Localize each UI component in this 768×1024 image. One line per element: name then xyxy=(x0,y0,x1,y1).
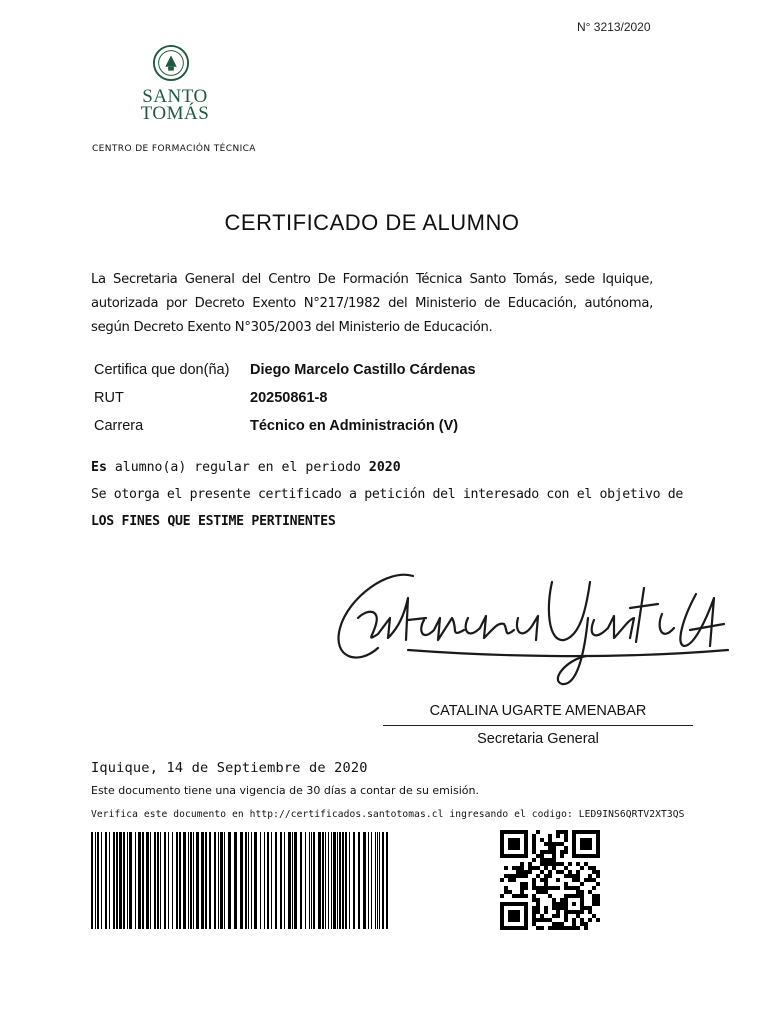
logo-wordmark xyxy=(135,88,215,122)
signer-name: CATALINA UGARTE AMENABAR xyxy=(429,703,647,719)
seal-icon xyxy=(152,44,190,82)
qr-code-icon xyxy=(500,830,600,930)
purpose-value: LOS FINES QUE ESTIME PERTINENTES xyxy=(91,514,336,529)
status-line xyxy=(91,460,401,475)
detail-label: RUT xyxy=(94,390,124,406)
intro-paragraph: La Secretaria General del Centro De Formación Técnica Santo Tomás, sede Iquique, autorizada por Decreto Exento N°217/1982 del Ministerio de Educación, autónoma, según Decreto Exento N°305/2003 del Ministerio de Educación. xyxy=(91,272,653,335)
status-prefix: Es xyxy=(91,460,107,475)
student-career: Técnico en Administración (V) xyxy=(250,418,459,434)
status-text: alumno(a) regular en el periodo xyxy=(106,460,369,475)
table-row xyxy=(91,356,476,384)
table-row xyxy=(91,412,476,440)
barcode-icon xyxy=(91,832,389,929)
detail-label: Carrera xyxy=(94,418,144,434)
logo-name-line1: SANTO xyxy=(142,86,208,107)
student-details-table xyxy=(91,356,476,440)
signature-line xyxy=(383,725,693,726)
detail-label: Certifica que don(ña) xyxy=(94,362,230,378)
student-rut: 20250861-8 xyxy=(250,390,328,406)
document-title: CERTIFICADO DE ALUMNO xyxy=(224,210,520,235)
signature-text: Catalina Ugarte A xyxy=(318,558,326,559)
document-number: N° 3213/2020 xyxy=(577,20,651,34)
logo-name-line2: TOMÁS xyxy=(140,103,210,124)
signer-role: Secretaria General xyxy=(477,731,599,747)
table-row xyxy=(91,384,476,412)
purpose-line: Se otorga el presente certificado a petición del interesado con el objetivo de xyxy=(91,487,683,502)
logo-subtitle: CENTRO DE FORMACIÓN TÉCNICA xyxy=(92,144,256,154)
student-name: Diego Marcelo Castillo Cárdenas xyxy=(250,362,476,378)
handwritten-signature xyxy=(318,558,742,688)
verification-note: Verifica este documento en http://certificados.santotomas.cl ingresando el codigo: LED9INS6QRTV2XT3QS xyxy=(91,809,685,820)
status-period: 2020 xyxy=(368,460,401,475)
validity-note: Este documento tiene una vigencia de 30 días a contar de su emisión. xyxy=(91,784,479,797)
place-date: Iquique, 14 de Septiembre de 2020 xyxy=(91,760,368,776)
